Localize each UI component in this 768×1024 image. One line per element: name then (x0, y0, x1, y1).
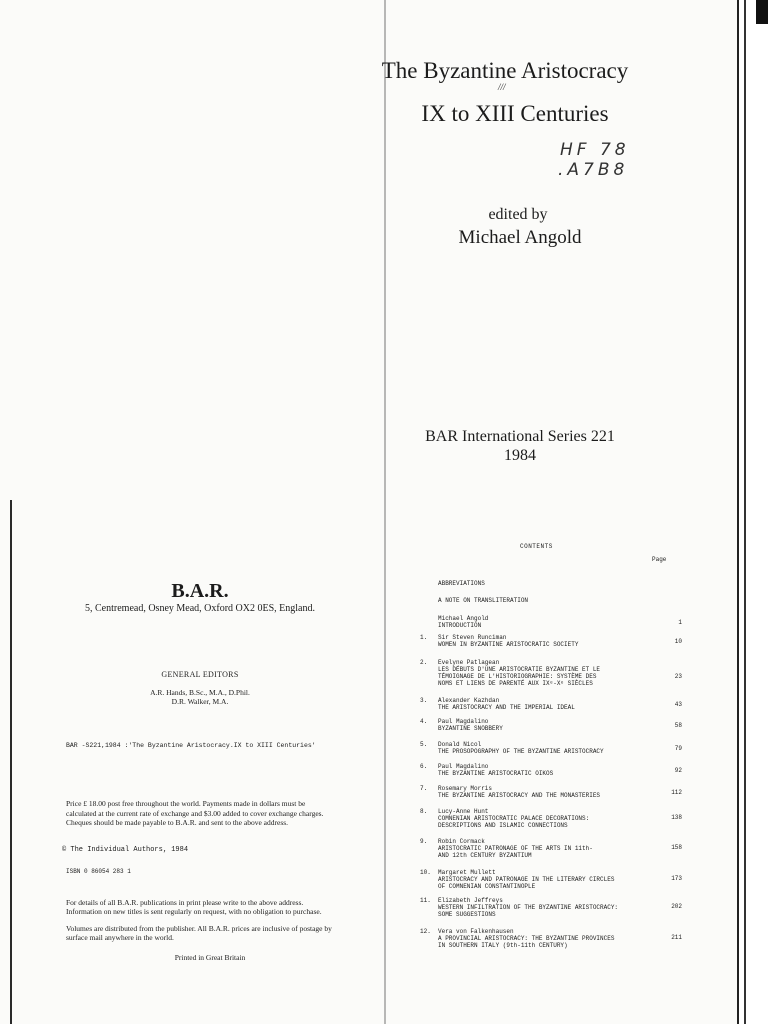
toc-entry-text (438, 741, 648, 755)
toc-author: Vera von Falkenhausen (438, 928, 514, 935)
copyright: © The Individual Authors, 1984 (62, 846, 189, 854)
publisher-name: B.A.R. (171, 580, 229, 602)
toc-line: BYZANTINE SNOBBERY (438, 725, 503, 732)
toc-author: Michael Angold (438, 615, 489, 622)
publisher-address: 5, Centremead, Osney Mead, Oxford OX2 0ES, England. (85, 603, 315, 614)
toc-entry-number: 10. (420, 869, 431, 876)
toc-entry-number: 6. (420, 763, 428, 770)
scan-corner (756, 0, 768, 24)
toc-page-number: 92 (674, 767, 682, 774)
toc-author: Elizabeth Jeffreys (438, 897, 503, 904)
toc-entry-text (438, 659, 648, 687)
toc-entry-number: 5. (420, 741, 428, 748)
toc-page-number: 202 (671, 903, 682, 910)
series-name: BAR International Series 221 (425, 428, 615, 445)
toc-author: Margaret Mullett (438, 869, 496, 876)
book-subtitle: IX to XIII Centuries (421, 101, 609, 126)
editor-1: A.R. Hands, B.Sc., M.A., D.Phil. (150, 688, 250, 697)
toc-entry-number: 4. (420, 718, 428, 725)
toc-entry-text (438, 718, 648, 732)
toc-entry-number: 3. (420, 697, 428, 704)
toc-entry-text (438, 697, 648, 711)
toc-page-number: 112 (671, 789, 682, 796)
toc-line: ARISTOCRATIC PATRONAGE OF THE ARTS IN 11th- (438, 845, 593, 852)
toc-line: DESCRIPTIONS AND ISLAMIC CONNECTIONS (438, 822, 568, 829)
toc-page-number: 173 (671, 875, 682, 882)
contents-heading: CONTENTS (520, 543, 553, 550)
toc-entry-number: 2. (420, 659, 428, 666)
book-title: The Byzantine Aristocracy (381, 58, 629, 83)
toc-line: THE PROSOPOGRAPHY OF THE BYZANTINE ARISTOCRACY (438, 748, 604, 755)
bar-number: BAR -S221,1984 :'The Byzantine Aristocracy.IX to XIII Centuries' (66, 742, 316, 749)
toc-line: ABBREVIATIONS (438, 580, 485, 587)
scan-edge-right (737, 0, 768, 1024)
editor-name: Michael Angold (458, 227, 582, 248)
toc-entry-text (438, 808, 648, 829)
toc-entry-text (438, 597, 648, 604)
toc-entry-number: 1. (420, 634, 428, 641)
toc-entry-number: 8. (420, 808, 428, 815)
toc-line: WOMEN IN BYZANTINE ARISTOCRATIC SOCIETY (438, 641, 579, 648)
page-fold (384, 0, 386, 1024)
handwritten-line-1: HF 78 (560, 140, 630, 160)
handwritten-call-number (560, 140, 630, 180)
toc-page-number: 58 (674, 722, 682, 729)
toc-line: A PROVINCIAL ARISTOCRACY: THE BYZANTINE PROVINCES (438, 935, 615, 942)
details-text: For details of all B.A.R. publications in print please write to the above address. Information on new titles is sent regularly on request, with no obligation to purchase. (66, 898, 322, 916)
toc-line: A NOTE ON TRANSLITERATION (438, 597, 529, 604)
toc-line: SOME SUGGESTIONS (438, 911, 496, 918)
toc-line: INTRODUCTION (438, 622, 482, 629)
toc-author: Rosemary Morris (438, 785, 493, 792)
toc-page-number: 10 (674, 638, 682, 645)
price-text: Price £ 18.00 post free throughout the world. Payments made in dollars must be calculated at the current rate of exchange and $3.00 added to cover exchange charges. Cheques should be made payable to B.A.R. and sent to the above address. (66, 799, 324, 827)
toc-author: Robin Cormack (438, 838, 485, 845)
toc-page-number: 43 (674, 701, 682, 708)
toc-entry-text (438, 928, 648, 949)
general-editors-heading: GENERAL EDITORS (161, 670, 239, 679)
toc-entry-text (438, 869, 648, 890)
toc-line: WESTERN INFILTRATION OF THE BYZANTINE ARISTOCRACY: (438, 904, 619, 911)
toc-entry-number: 12. (420, 928, 431, 935)
toc-line: NOMS ET LIENS DE PARENTÉ AUX IXᵉ-Xᵉ SIÈCLES (438, 680, 593, 687)
scan-edge-right-line (744, 0, 746, 1024)
toc-entry-number: 9. (420, 838, 428, 845)
toc-entry-text (438, 763, 648, 777)
toc-author: Alexander Kazhdan (438, 697, 500, 704)
toc-line: IN SOUTHERN ITALY (9th-11th CENTURY) (438, 942, 568, 949)
toc-line: LES DÉBUTS D'UNE ARISTOCRATIE BYZANTINE ET LE (438, 666, 601, 673)
toc-entry-text (438, 634, 648, 648)
printed-in: Printed in Great Britain (174, 953, 246, 962)
toc-entry-text (438, 615, 648, 629)
toc-line: TÉMOIGNAGE DE L'HISTORIOGRAPHIE: SYSTÈME DES (438, 673, 597, 680)
isbn: ISBN 0 86054 283 1 (66, 868, 131, 875)
toc-page-number: 158 (671, 844, 682, 851)
toc-entry-text (438, 785, 648, 799)
toc-entry-text (438, 580, 648, 587)
volumes-text: Volumes are distributed from the publisher. All B.A.R. prices are inclusive of postage by surface mail anywhere in the world. (66, 924, 332, 942)
toc-line: THE BYZANTINE ARISTOCRATIC OIKOS (438, 770, 554, 777)
scan-edge-left (10, 500, 12, 1024)
handwritten-line-2: .A7B8 (558, 160, 629, 180)
toc-page-number: 23 (674, 673, 682, 680)
edited-by: edited by (488, 206, 548, 223)
toc-author: Sir Steven Runciman (438, 634, 507, 641)
toc-line: AND 12th CENTURY BYZANTIUM (438, 852, 532, 859)
editor-2: D.R. Walker, M.A. (171, 697, 229, 706)
title-mark: /// (498, 82, 506, 92)
toc-line: ARISTOCRACY AND PATRONAGE IN THE LITERARY CIRCLES (438, 876, 615, 883)
toc-entry-text (438, 897, 648, 918)
toc-entry-number: 11. (420, 897, 431, 904)
page-column-label: Page (652, 556, 667, 563)
toc-page-number: 138 (671, 814, 682, 821)
toc-line: COMNENIAN ARISTOCRATIC PALACE DECORATIONS: (438, 815, 590, 822)
toc-line: THE BYZANTINE ARISTOCRACY AND THE MONASTERIES (438, 792, 601, 799)
toc-author: Evelyne Patlagean (438, 659, 500, 666)
toc-author: Paul Magdalino (438, 763, 489, 770)
toc-author: Paul Magdalino (438, 718, 489, 725)
toc-page-number: 79 (674, 745, 682, 752)
publication-year: 1984 (504, 447, 536, 464)
toc-entry-number: 7. (420, 785, 428, 792)
toc-author: Donald Nicol (438, 741, 482, 748)
toc-line: THE ARISTOCRACY AND THE IMPERIAL IDEAL (438, 704, 575, 711)
toc-page-number: 211 (671, 934, 682, 941)
toc-entry-text (438, 838, 648, 859)
toc-author: Lucy-Anne Hunt (438, 808, 489, 815)
toc-line: OF COMNENIAN CONSTANTINOPLE (438, 883, 536, 890)
toc-page-number: 1 (678, 619, 682, 626)
